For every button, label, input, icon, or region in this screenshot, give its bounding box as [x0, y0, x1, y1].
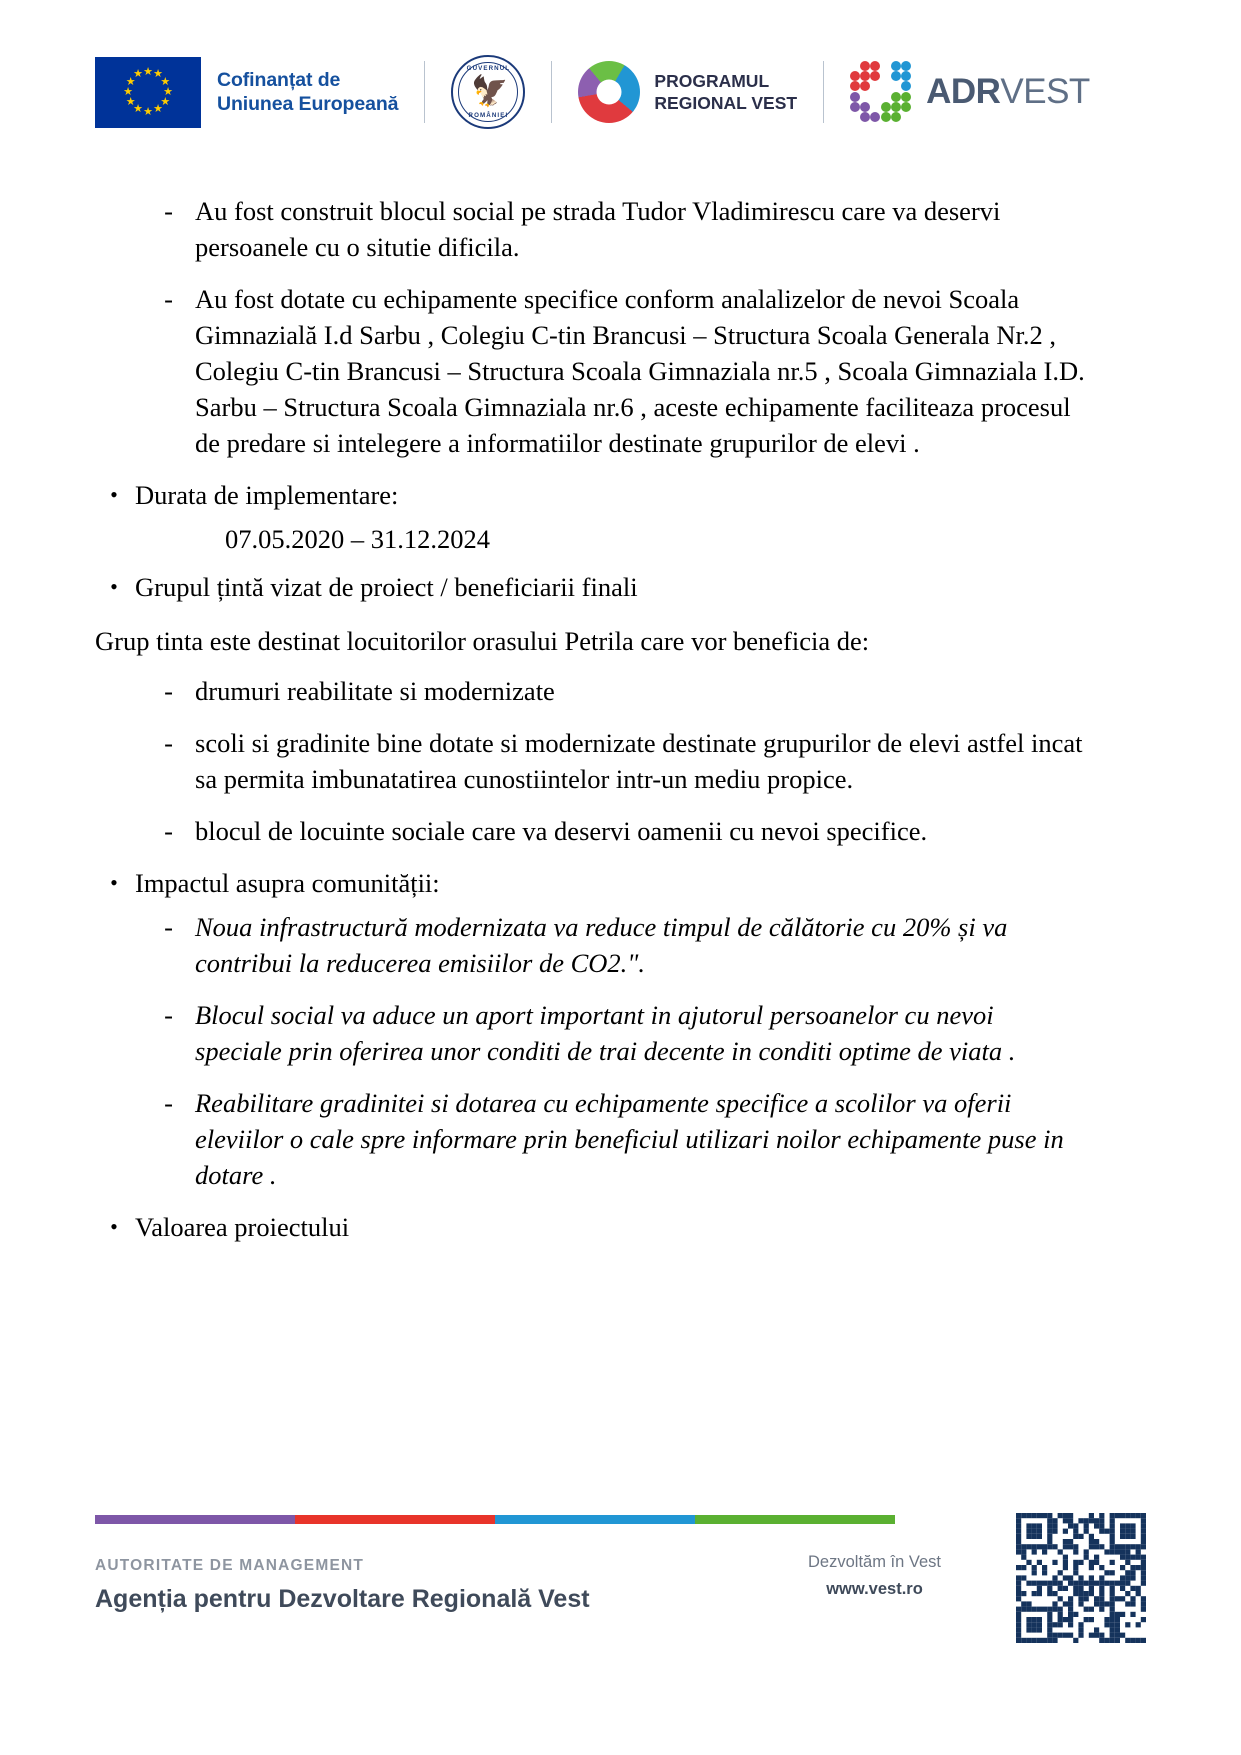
eu-text-line1: Cofinanțat de: [217, 69, 341, 91]
dash-text: Reabilitare gradinitei si dotarea cu echipamente specifice a scolilor va oferii eleviilor o cale spre informare prin beneficiul utilizari noilor echipamente puse in dotare .: [195, 1088, 1064, 1190]
logo-divider-2: [551, 61, 552, 123]
spacer: [95, 607, 1095, 613]
dash-item-level2: [95, 193, 1095, 265]
bullet-text: Grupul țintă vizat de proiect / beneficiarii finali: [135, 572, 638, 602]
eu-star-icon: ★: [125, 75, 136, 88]
dash-text: Au fost construit blocul social pe strada Tudor Vladimirescu care va deservi persoanele cu o situtie dificila.: [195, 196, 1001, 262]
adr-dot: [901, 102, 911, 112]
bullet-marker-icon: •: [110, 1214, 118, 1239]
eu-star-icon: ★: [143, 105, 153, 118]
footer-website-block: [808, 1553, 941, 1599]
spacer: [95, 1247, 1095, 1253]
bullet-marker-icon: •: [110, 574, 118, 599]
bullet-item-level1: [95, 569, 1095, 605]
paragraph: Grup tinta este destinat locuitorilor orasului Petrila care vor beneficia de:: [95, 626, 870, 656]
dash-marker-icon: -: [164, 1000, 173, 1030]
program-line2: [654, 92, 797, 114]
adr-light-text: VEST: [1000, 72, 1090, 111]
adr-dot: [860, 102, 870, 112]
guvernul-romaniei-logo: [451, 52, 525, 132]
managing-authority-block: [95, 1557, 590, 1614]
seal-top-text: GUVERNUL: [466, 65, 511, 72]
page-footer: [0, 1495, 1241, 1755]
bullet-item-level1: [95, 865, 1095, 901]
dash-text: Noua infrastructură modernizata va reduce timpul de călătorie cu 20% și va contribui la reducerea emisiilor de CO2.".: [195, 912, 1008, 978]
eu-star-icon: ★: [163, 85, 173, 98]
bullet-marker-icon: •: [110, 870, 118, 895]
adrvest-wordmark: [926, 73, 1090, 111]
adr-dot: [881, 102, 891, 112]
dash-item-level2: [95, 281, 1095, 461]
eagle-icon: 🦅: [471, 75, 509, 108]
dash-item-level2: [95, 813, 1095, 849]
footer-tagline: Dezvoltăm în Vest: [808, 1553, 941, 1571]
adr-dot: [901, 71, 911, 81]
government-seal-icon: [451, 55, 525, 129]
dash-item-level2: [95, 909, 1095, 981]
dash-item-level2: [95, 1085, 1095, 1193]
brand-color-bar: [95, 1515, 895, 1524]
program-line1: PROGRAMUL: [654, 71, 770, 91]
dash-text: blocul de locuinte sociale care va deservi oamenii cu nevoi specifice.: [195, 816, 928, 846]
color-bar-segment: [695, 1515, 895, 1524]
dash-marker-icon: -: [164, 912, 173, 942]
program-line2-regular: REGIONAL: [654, 93, 752, 113]
bullet-text: Durata de implementare:: [135, 480, 399, 510]
dash-item-level2: [95, 725, 1095, 797]
adr-dot: [891, 71, 901, 81]
qr-code-icon[interactable]: [1016, 1513, 1146, 1643]
adr-dot: [881, 112, 891, 122]
adr-dot: [850, 92, 860, 102]
eu-star-icon: ★: [153, 68, 163, 81]
footer-organization-title: Agenția pentru Dezvoltare Regională Vest: [95, 1585, 590, 1613]
dash-marker-icon: -: [164, 816, 173, 846]
adr-dot: [891, 92, 901, 102]
color-bar-segment: [495, 1515, 695, 1524]
dash-text: drumuri reabilitate si modernizate: [195, 676, 555, 706]
adr-dot: [860, 71, 870, 81]
eu-star-icon: ★: [133, 68, 143, 81]
adr-dot: [860, 112, 870, 122]
funding-logo-bar: [95, 52, 1095, 132]
adrvest-logo: [850, 52, 1090, 132]
adr-dot: [901, 92, 911, 102]
eu-star-icon: ★: [123, 85, 133, 98]
footer-kicker: AUTORITATE DE MANAGEMENT: [95, 1557, 365, 1574]
adr-dot: [850, 71, 860, 81]
eu-text-line2: Uniunea Europeană: [217, 93, 399, 115]
implementation-date-range: 07.05.2020 – 31.12.2024: [225, 524, 490, 554]
eu-star-icon: ★: [153, 102, 163, 115]
program-line2-bold: VEST: [751, 93, 798, 113]
adrvest-dots-icon: [850, 61, 912, 123]
adr-dot: [870, 61, 880, 71]
adr-dot: [870, 71, 880, 81]
dash-text: Au fost dotate cu echipamente specifice conform analalizelor de nevoi Scoala Gimnazială I.d Sarbu , Colegiu C-tin Brancusi – Structura Scoala Generala Nr.2 , Colegiu C-tin Brancusi – Structura Scoala Gimnaziala nr.5 , Scoala Gimnaziala I.D. Sarbu – Structura Scoala Gimnaziala nr.6 , aceste echipamente faciliteaza procesul de predare si intelegere a informatiilor destinate grupurilor de elevi .: [195, 284, 1085, 458]
dash-marker-icon: -: [164, 676, 173, 706]
dash-item-level2: [95, 997, 1095, 1069]
bullet-item-level1: [95, 477, 1095, 513]
adr-dot: [860, 81, 870, 91]
eu-star-icon: ★: [125, 95, 136, 108]
adr-dot: [891, 61, 901, 71]
bullet-text: Valoarea proiectului: [135, 1212, 350, 1242]
document-body: [95, 193, 1095, 1253]
eu-star-icon: ★: [133, 102, 143, 115]
seal-bottom-text: ROMÂNIEI: [468, 112, 509, 119]
dash-marker-icon: -: [164, 284, 173, 314]
bullet-marker-icon: •: [110, 482, 118, 507]
eu-flag-icon: [95, 57, 201, 128]
adr-dot: [901, 61, 911, 71]
footer-website-url[interactable]: www.vest.ro: [826, 1580, 923, 1598]
eu-star-icon: ★: [160, 95, 171, 108]
logo-divider-3: [823, 61, 824, 123]
adr-dot: [860, 61, 870, 71]
adr-dot: [891, 112, 901, 122]
logo-divider-1: [424, 61, 425, 123]
dash-item-level2: [95, 673, 1095, 709]
adr-dot: [850, 81, 860, 91]
adr-dot: [891, 102, 901, 112]
dash-marker-icon: -: [164, 196, 173, 226]
bullet-text: Impactul asupra comunității:: [135, 868, 440, 898]
eu-logo-text: [217, 68, 398, 116]
adr-bold-text: ADR: [926, 72, 1001, 111]
eu-star-icon: ★: [160, 75, 171, 88]
adr-dot: [870, 112, 880, 122]
dash-marker-icon: -: [164, 728, 173, 758]
adr-dot: [850, 102, 860, 112]
color-bar-segment: [95, 1515, 295, 1524]
dash-text: scoli si gradinite bine dotate si modernizate destinate grupurilor de elevi astfel incat sa permita imbunatatirea cunostiintelor intr-un mediu propice.: [195, 728, 1083, 794]
adr-dot: [901, 81, 911, 91]
swirl-icon: [578, 61, 640, 123]
programul-regional-vest-text: [654, 70, 797, 114]
programul-regional-vest-logo: [578, 52, 797, 132]
color-bar-segment: [295, 1515, 495, 1524]
eu-star-icon: ★: [143, 65, 153, 78]
dash-marker-icon: -: [164, 1088, 173, 1118]
dash-text: Blocul social va aduce un aport important in ajutorul persoanelor cu nevoi speciale prin oferirea unor conditi de trai decente in conditi optime de viata .: [195, 1000, 1016, 1066]
eu-cofinancing-logo: [95, 52, 398, 132]
bullet-item-level1: [95, 1209, 1095, 1245]
